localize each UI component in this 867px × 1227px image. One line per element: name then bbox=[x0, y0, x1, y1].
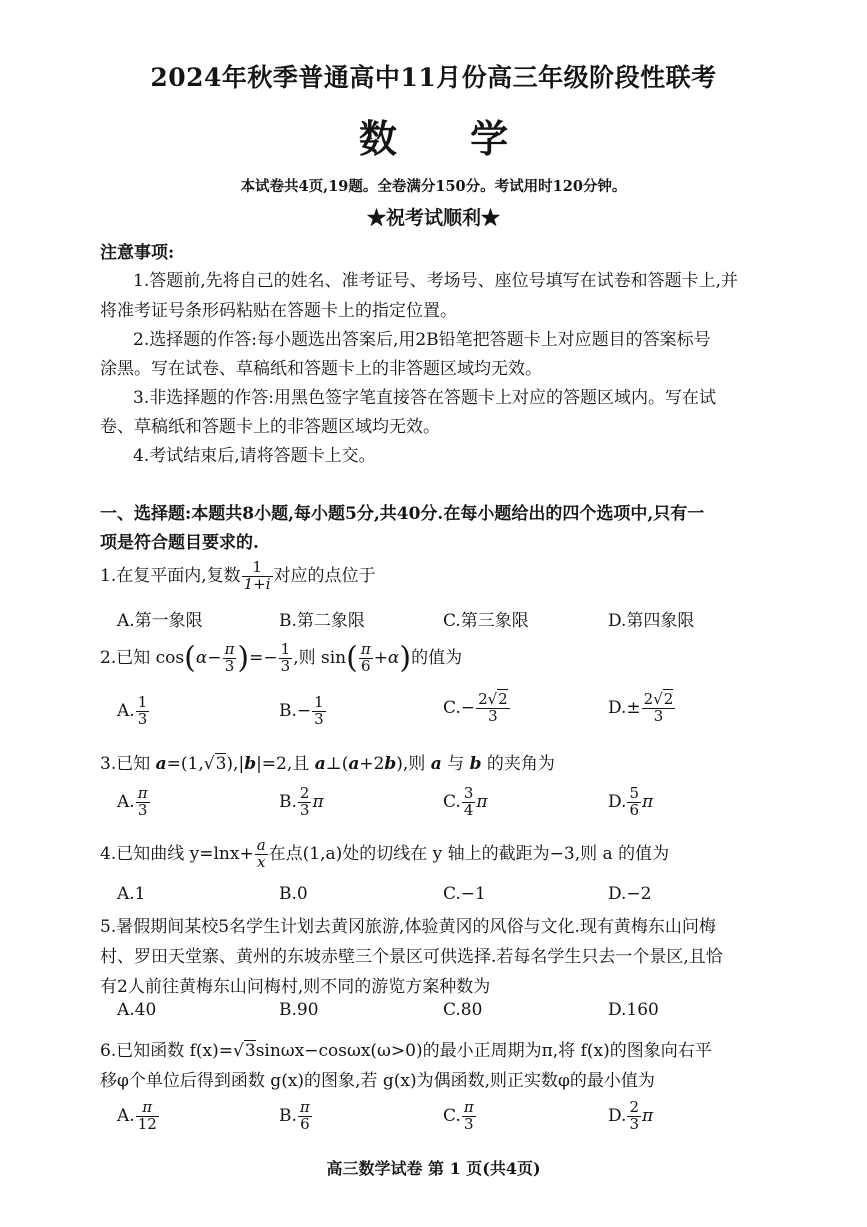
q6-b-label: B. bbox=[279, 1105, 297, 1126]
q3-d-frac bbox=[627, 786, 641, 819]
q4-suffix: 在点(1,a)处的切线在 y 轴上的截距为−3,则 a 的值为 bbox=[268, 843, 670, 864]
notice-item-3-a: 3.非选择题的作答:用黑色签字笔直接答在答题卡上对应的答题区域内。写在试 bbox=[133, 388, 716, 408]
q2-arg1-frac bbox=[223, 642, 237, 675]
q1-fraction bbox=[242, 560, 273, 593]
q2-d-label: D.± bbox=[608, 697, 641, 718]
q1-frac-num: 1 bbox=[252, 558, 262, 576]
q6-d-tail: π bbox=[641, 1105, 654, 1126]
q3-vec-b: b bbox=[244, 754, 257, 774]
q6-d-den: 3 bbox=[629, 1114, 639, 1133]
q5-option-d: D.160 bbox=[608, 1000, 659, 1020]
exam-info: 本试卷共4页,19题。全卷满分150分。考试用时120分钟。 bbox=[240, 178, 627, 195]
q3-rad: 3 bbox=[215, 754, 227, 774]
question-5-line-1: 5.暑假期间某校5名学生计划去黄冈旅游,体验黄冈的风俗与文化.现有黄梅东山问梅 bbox=[100, 917, 716, 937]
q2-a-den: 3 bbox=[137, 709, 148, 728]
q2-val-frac bbox=[279, 642, 293, 675]
question-6-line-1: 6.已知函数 f(x)=√3sinωx−cosωx(ω>0)的最小正周期为π,将 f(x)的图象向右平 bbox=[100, 1041, 712, 1061]
notice-item-2-a: 2.选择题的作答:每小题选出答案后,用2B铅笔把答题卡上对应题目的答案标号 bbox=[133, 330, 711, 350]
q3-option-b bbox=[279, 786, 324, 819]
q3-b-num: 2 bbox=[299, 784, 310, 802]
q3-ang-a: a bbox=[430, 754, 442, 774]
q6-option-d bbox=[608, 1100, 653, 1133]
q3-d-label: D. bbox=[608, 791, 627, 812]
q1-frac-den: 1+i bbox=[243, 574, 271, 593]
q2-arg1-pre: α− bbox=[195, 647, 222, 668]
q5-option-b: B.90 bbox=[279, 1000, 319, 1020]
q3-c-den: 4 bbox=[463, 800, 474, 819]
q3-b-label: B. bbox=[279, 791, 297, 812]
subject-title: 数 学 bbox=[358, 117, 539, 161]
q1-option-c: C.第三象限 bbox=[443, 611, 529, 631]
notice-item-1-a: 1.答题前,先将自己的姓名、准考证号、考场号、座位号填写在试卷和答题卡上,并 bbox=[133, 271, 739, 291]
q1-option-b: B.第二象限 bbox=[279, 611, 365, 631]
q2-option-d bbox=[608, 692, 676, 725]
notice-item-4: 4.考试结束后,请将答题卡上交。 bbox=[133, 446, 376, 466]
q2-c-label: C.− bbox=[443, 697, 476, 718]
notice-heading: 注意事项: bbox=[100, 243, 175, 263]
q4-fraction bbox=[255, 838, 268, 871]
q6-line1-post: sinωx−cosωx(ω>0)的最小正周期为π,将 f(x)的图象向右平 bbox=[255, 1041, 712, 1061]
q3-text-a: 3.已知 bbox=[100, 754, 156, 774]
notice-item-2-b: 涂黑。写在试卷、草稿纸和答题卡上的非答题区域均无效。 bbox=[100, 359, 542, 379]
q2-arg1-den: 3 bbox=[223, 658, 237, 675]
q2-d-frac: $\frac{2√2}{3}$ bbox=[643, 690, 674, 725]
q2-arg1-num: π bbox=[224, 640, 235, 658]
q3-b-tail: π bbox=[312, 791, 324, 812]
q2-val-num: 1 bbox=[280, 640, 291, 658]
q6-c-num: π bbox=[463, 1098, 474, 1116]
q3-option-a bbox=[117, 786, 151, 819]
q3-eq1: =(1, bbox=[166, 754, 204, 774]
q2-a-label: A. bbox=[117, 700, 135, 721]
q4-option-a: A.1 bbox=[117, 884, 146, 904]
q1-prefix: 1.在复平面内,复数 bbox=[100, 565, 241, 586]
q3-perp-plus: +2 bbox=[359, 754, 385, 774]
section-heading-line-1: 一、选择题:本题共8小题,每小题5分,共40分.在每小题给出的四个选项中,只有一 bbox=[100, 504, 705, 524]
q5-option-c: C.80 bbox=[443, 1000, 483, 1020]
q2-b-den: 3 bbox=[314, 709, 324, 728]
q6-a-label: A. bbox=[117, 1105, 135, 1126]
q2-option-c bbox=[443, 692, 511, 725]
q3-c-num: 3 bbox=[463, 784, 474, 802]
good-luck-banner: ★祝考试顺利★ bbox=[366, 207, 500, 229]
q2-a-frac bbox=[136, 695, 150, 728]
question-4-stem bbox=[100, 838, 669, 871]
question-2-stem: 2.已知 cos(α− $\frac{\pi}{3}$ )=− $\frac{1}{3}$ ,则 sin( $\frac{\pi}{6}$ +α)的值为 bbox=[100, 640, 463, 676]
q3-c-tail: π bbox=[476, 791, 488, 812]
q3-perp-b: b bbox=[384, 754, 397, 774]
q6-line1-pre: 6.已知函数 f(x)= bbox=[100, 1041, 234, 1061]
q2-c-frac: $\frac{2√2}{3}$ bbox=[478, 690, 508, 725]
q1-option-d: D.第四象限 bbox=[608, 611, 695, 631]
q2-d-num-pre: 2 bbox=[643, 690, 654, 708]
question-5-line-2: 村、罗田天堂寨、黄州的东坡赤壁三个景区可供选择.若每名学生只去一个景区,且恰 bbox=[100, 947, 723, 967]
q6-c-frac bbox=[462, 1100, 476, 1133]
q3-ang-mid: 与 bbox=[441, 754, 470, 774]
question-5-line-3: 有2人前往黄梅东山问梅村,则不同的游览方案种数为 bbox=[100, 977, 491, 997]
q3-c-frac bbox=[462, 786, 476, 819]
q3-a-den: 3 bbox=[136, 802, 150, 819]
q5-option-a: A.40 bbox=[117, 1000, 157, 1020]
exam-title: 2024年秋季普通高中11月份高三年级阶段性联考 bbox=[150, 63, 717, 92]
q2-d-num-rad: 2 bbox=[663, 690, 674, 708]
q6-c-label: C. bbox=[443, 1105, 461, 1126]
question-3-stem: 3.已知 a=(1,√3),|b|=2,且 a⊥(a+2b),则 a 与 b 的夹角为 bbox=[100, 754, 555, 774]
q2-eq: =− bbox=[249, 647, 278, 668]
q4-option-d: D.−2 bbox=[608, 884, 652, 904]
q6-rad: 3 bbox=[244, 1041, 256, 1061]
q6-a-den: 12 bbox=[137, 1114, 157, 1133]
q3-b-frac bbox=[298, 786, 312, 819]
q6-c-den: 3 bbox=[462, 1116, 476, 1133]
q2-b-num: 1 bbox=[314, 693, 324, 711]
q6-option-b bbox=[279, 1100, 313, 1133]
q4-frac-den: x bbox=[255, 854, 268, 871]
section-heading-line-2: 项是符合题目要求的. bbox=[100, 533, 259, 553]
q3-ang-b: b bbox=[469, 754, 482, 774]
q6-b-den: 6 bbox=[298, 1116, 312, 1133]
q3-option-c bbox=[443, 786, 488, 819]
q3-a-label: A. bbox=[117, 791, 135, 812]
q2-a-num: 1 bbox=[137, 693, 148, 711]
q2-arg2-den: 6 bbox=[359, 658, 373, 675]
q6-option-c bbox=[443, 1100, 477, 1133]
q2-c-num-pre: 2 bbox=[478, 690, 488, 708]
q3-d-tail: π bbox=[641, 791, 654, 812]
q3-a-num: π bbox=[137, 784, 148, 802]
q4-prefix: 4.已知曲线 y=lnx+ bbox=[100, 843, 254, 864]
q3-d-den: 6 bbox=[629, 800, 639, 819]
question-1-stem bbox=[100, 560, 376, 593]
q6-a-num: π bbox=[142, 1098, 153, 1116]
q3-eq1-close: ),| bbox=[226, 754, 245, 774]
q3-vec-a: a bbox=[155, 754, 167, 774]
q3-d-num: 5 bbox=[629, 784, 639, 802]
page-footer: 高三数学试卷 第 1 页(共4页) bbox=[326, 1159, 541, 1178]
q3-option-d bbox=[608, 786, 653, 819]
notice-item-1-b: 将准考证号条形码粘贴在答题卡上的指定位置。 bbox=[100, 301, 457, 321]
q2-arg2-post: +α bbox=[373, 647, 400, 668]
q6-d-label: D. bbox=[608, 1105, 627, 1126]
q6-d-frac bbox=[627, 1100, 641, 1133]
q3-a-frac bbox=[136, 786, 150, 819]
q3-b-den: 3 bbox=[299, 800, 310, 819]
q6-b-num: π bbox=[299, 1098, 310, 1116]
q3-perp: a bbox=[314, 754, 326, 774]
q6-d-num: 2 bbox=[629, 1098, 639, 1116]
notice-item-3-b: 卷、草稿纸和答题卡上的非答题区域均无效。 bbox=[100, 417, 440, 437]
q6-a-frac bbox=[136, 1100, 159, 1133]
q2-arg2-frac bbox=[359, 642, 373, 675]
q4-option-c: C.−1 bbox=[443, 884, 486, 904]
q6-option-a bbox=[117, 1100, 160, 1133]
q2-mid: ,则 sin bbox=[293, 647, 347, 668]
q2-option-b bbox=[279, 695, 327, 728]
q2-prefix: 2.已知 cos bbox=[100, 647, 185, 668]
q1-suffix: 对应的点位于 bbox=[273, 565, 376, 586]
question-6-line-2: 移φ个单位后得到函数 g(x)的图象,若 g(x)为偶函数,则正实数φ的最小值为 bbox=[100, 1071, 655, 1091]
q2-option-a bbox=[117, 695, 150, 728]
q2-val-den: 3 bbox=[280, 656, 291, 675]
q3-perp-mid: ⊥( bbox=[325, 754, 349, 774]
q2-d-den: 3 bbox=[642, 708, 676, 725]
q3-eq2: |=2,且 bbox=[256, 754, 315, 774]
q3-perp-close: ),则 bbox=[396, 754, 431, 774]
q3-perp-a: a bbox=[348, 754, 360, 774]
q2-arg2-num: π bbox=[360, 640, 371, 658]
q6-b-frac bbox=[298, 1100, 312, 1133]
q2-b-frac bbox=[312, 695, 326, 728]
q2-b-label: B.− bbox=[279, 700, 312, 721]
q2-c-num-rad: 2 bbox=[498, 690, 508, 708]
q3-c-label: C. bbox=[443, 791, 461, 812]
q2-suffix: 的值为 bbox=[411, 647, 463, 668]
q3-suffix: 的夹角为 bbox=[481, 754, 555, 774]
q1-option-a: A.第一象限 bbox=[117, 611, 203, 631]
q4-frac-num: a bbox=[256, 836, 266, 854]
q2-c-den: 3 bbox=[476, 708, 510, 725]
q4-option-b: B.0 bbox=[279, 884, 308, 904]
